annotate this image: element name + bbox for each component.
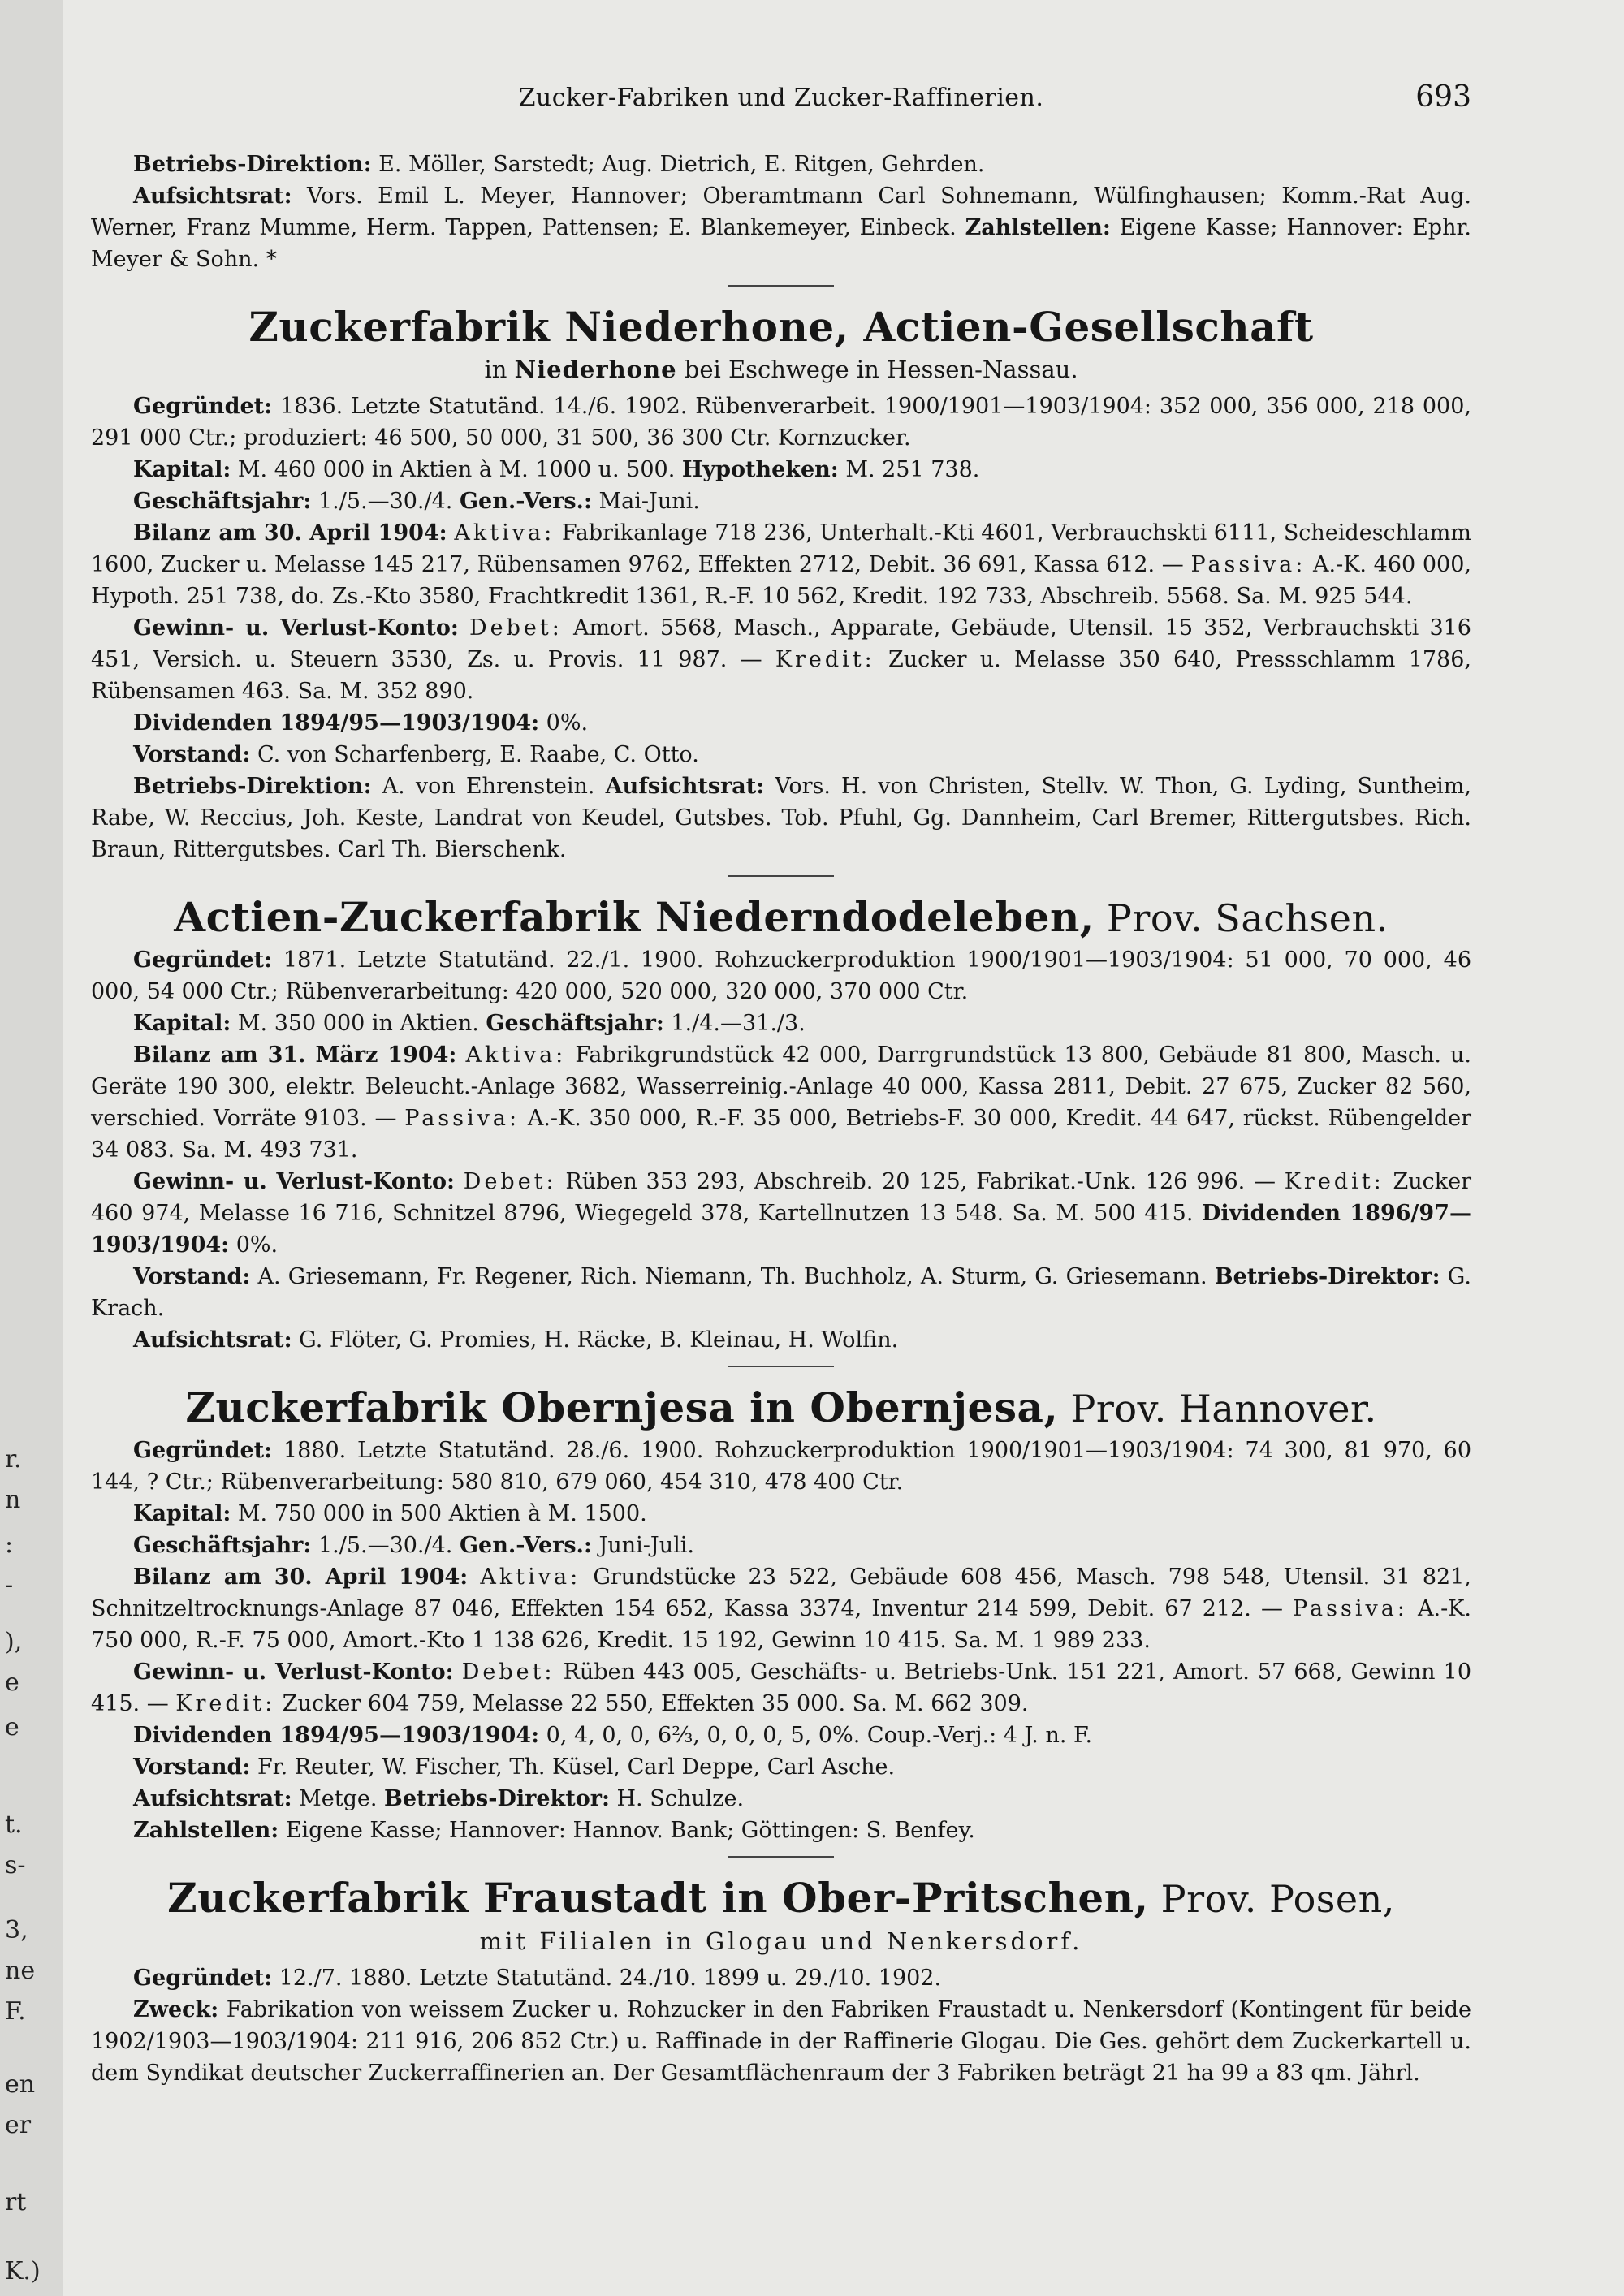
field-text: Metge. xyxy=(292,1786,385,1811)
field-text: Mai-Juni. xyxy=(591,489,700,514)
company-entry-obernjesa xyxy=(91,1382,1471,1846)
spaced-label: Passiva: xyxy=(1293,1596,1408,1621)
entry-paragraph xyxy=(91,1783,1471,1815)
margin-fragment: 3, xyxy=(5,1916,28,1944)
margin-fragment: n xyxy=(5,1486,21,1514)
field-text: Fr. Reuter, W. Fischer, Th. Küsel, Carl Deppe, Carl Asche. xyxy=(250,1754,896,1780)
field-label: Zahlstellen: xyxy=(133,1818,279,1843)
spaced-label: Debet: xyxy=(469,615,563,641)
field-text: A. von Ehrenstein. xyxy=(371,774,606,799)
entry-paragraph xyxy=(91,1720,1471,1751)
field-label: Betriebs-Direktor: xyxy=(384,1786,610,1811)
margin-fragment: - xyxy=(5,1571,14,1599)
margin-fragment: s- xyxy=(5,1851,26,1880)
company-title: Zuckerfabrik Niederhone, Actien-Gesellschaft xyxy=(248,303,1314,351)
margin-fragment: rt xyxy=(5,2188,27,2216)
entry-paragraph xyxy=(91,1561,1471,1656)
field-text: A.-K. 460 000, Hypoth. 251 738, do. Zs.-Kto 3580, Frachtkredit 1361, R.-F. 10 562, Kredit. 192 733, Abschreib. 5568. Sa. M. 925 544. xyxy=(91,552,1471,609)
field-text: Fabrikgrundstück 42 000, Darrgrundstück 13 800, Gebäude 81 800, Masch. u. Geräte 190 300, elektr. Beleucht.-Anlage 3682, Wasserreinig.-Anlage 40 000, Kassa 2811, Debit. 27 675, Zucker 82 560, verschied. Vorräte 9103. — xyxy=(91,1042,1471,1131)
margin-fragment: e xyxy=(5,1668,19,1697)
adjacent-page-strip xyxy=(0,0,67,2296)
field-text: A. Griesemann, Fr. Regener, Rich. Niemann, Th. Buchholz, A. Sturm, G. Griesemann. xyxy=(250,1264,1215,1289)
company-title: Zuckerfabrik Obernjesa in Obernjesa, Prov. Hannover. xyxy=(185,1383,1377,1431)
margin-fragment: r. xyxy=(5,1445,22,1474)
entry-paragraph xyxy=(91,1498,1471,1530)
field-label: Kapital: xyxy=(133,1011,231,1036)
field-text: 1880. Letzte Statutänd. 28./6. 1900. Rohzuckerproduktion 1900/1901—1903/1904: 74 300, 81 970, 60 144, ? Ctr.; Rübenverarbeitung: 580 810, 679 060, 454 310, 478 400 Ctr. xyxy=(91,1438,1471,1495)
field-label: Gen.-Vers.: xyxy=(459,1533,592,1558)
entry-paragraph xyxy=(91,1008,1471,1039)
company-region: Prov. Hannover. xyxy=(1058,1387,1377,1431)
field-label: Gegründet: xyxy=(133,1438,273,1463)
field-text: H. Schulze. xyxy=(609,1786,745,1811)
margin-fragment: t. xyxy=(5,1810,23,1839)
margin-fragment: ), xyxy=(5,1628,23,1656)
field-text: Zucker 460 974, Melasse 16 716, Schnitzel 8796, Wiegegeld 378, Kartellnutzen 13 548. Sa. M. 500 415. xyxy=(91,1169,1471,1226)
field-text xyxy=(456,1042,465,1068)
entry-paragraph xyxy=(91,149,1471,180)
field-label: Gegründet: xyxy=(133,947,273,973)
field-text: Juni-Juli. xyxy=(591,1533,694,1558)
field-label: Dividenden 1894/95—1903/1904: xyxy=(133,1723,540,1748)
field-label: Vorstand: xyxy=(133,1754,251,1780)
company-title: Zuckerfabrik Fraustadt in Ober-Pritschen, Prov. Posen, xyxy=(167,1874,1395,1922)
field-text: M. 350 000 in Aktien. xyxy=(231,1011,486,1036)
field-text: M. 750 000 in 500 Aktien à M. 1500. xyxy=(231,1501,647,1526)
field-label: Gegründet: xyxy=(133,1966,273,1991)
field-text: A.-K. 750 000, R.-F. 75 000, Amort.-Kto 1 138 626, Kredit. 15 192, Gewinn 10 415. Sa. M. 1 989 233. xyxy=(91,1596,1471,1653)
field-label: Aufsichtsrat: xyxy=(133,183,292,209)
entry-paragraph xyxy=(91,1815,1471,1846)
field-label: Geschäftsjahr: xyxy=(133,1533,312,1558)
spaced-label: Aktiva: xyxy=(480,1564,581,1590)
entry-paragraph xyxy=(91,1751,1471,1783)
field-label: Vorstand: xyxy=(133,1264,251,1289)
field-text: 0, 4, 0, 0, 6⅔, 0, 0, 0, 5, 0%. Coup.-Verj.: 4 J. n. F. xyxy=(539,1723,1093,1748)
field-label: Gewinn- u. Verlust-Konto: xyxy=(133,1169,456,1194)
margin-fragment: e xyxy=(5,1713,19,1741)
company-subtitle: mit Filialen in Glogau und Nenkersdorf. xyxy=(479,1927,1083,1955)
company-entry-prev xyxy=(91,149,1471,275)
field-label: Bilanz am 30. April 1904: xyxy=(133,520,447,546)
field-text: Vors. H. von Christen, Stellv. W. Thon, G. Lyding, Suntheim, Rabe, W. Reccius, Joh. Keste, Landrat von Keudel, Gutsbes. Tob. Pfuhl, Gg. Dannheim, Carl Bremer, Rittergutsbes. Rich. Braun, Rittergutsbes. Carl Th. Bierschenk. xyxy=(91,774,1471,862)
field-label: Kapital: xyxy=(133,1501,231,1526)
entry-paragraph xyxy=(91,486,1471,517)
field-text xyxy=(468,1564,480,1590)
company-entry-niederhone xyxy=(91,301,1471,865)
entry-paragraph xyxy=(91,1261,1471,1324)
field-text: 0%. xyxy=(539,710,589,736)
field-text: 1836. Letzte Statutänd. 14./6. 1902. Rübenverarbeit. 1900/1901—1903/1904: 352 000, 356 000, 218 000, 291 000 Ctr.; produziert: 46 500, 50 000, 31 500, 36 300 Ctr. Kornzucker. xyxy=(91,394,1471,451)
field-label: Gen.-Vers.: xyxy=(459,489,592,514)
spaced-label: Aktiva: xyxy=(454,520,555,546)
field-text: C. von Scharfenberg, E. Raabe, C. Otto. xyxy=(250,742,699,767)
spaced-label: Kredit: xyxy=(775,647,875,672)
field-text: 12./7. 1880. Letzte Statutänd. 24./10. 1899 u. 29./10. 1902. xyxy=(272,1966,942,1991)
field-text: Eigene Kasse; Hannover: Hannov. Bank; Göttingen: S. Benfey. xyxy=(279,1818,975,1843)
entry-paragraph xyxy=(91,1324,1471,1356)
field-text: Grundstücke 23 522, Gebäude 608 456, Masch. 798 548, Utensil. 31 821, Schnitzeltrocknungs-Anlage 87 046, Effekten 154 652, Kassa 3374, Inventur 214 599, Debit. 67 212. — xyxy=(91,1564,1471,1621)
entry-paragraph xyxy=(91,391,1471,454)
spaced-label: Debet: xyxy=(463,1169,557,1194)
field-text: 1871. Letzte Statutänd. 22./1. 1900. Rohzuckerproduktion 1900/1901—1903/1904: 51 000, 70 000, 46 000, 54 000 Ctr.; Rübenverarbeitung: 420 000, 520 000, 320 000, 370 000 Ctr. xyxy=(91,947,1471,1004)
entry-paragraph xyxy=(91,1994,1471,2089)
running-title: Zucker-Fabriken und Zucker-Raffinerien. xyxy=(518,84,1044,112)
field-text: Eigene Kasse; Hannover: Ephr. Meyer & Sohn. * xyxy=(91,215,1471,272)
company-region: Prov. Posen, xyxy=(1148,1877,1395,1921)
field-label: Gegründet: xyxy=(133,394,273,419)
field-label: Bilanz am 31. März 1904: xyxy=(133,1042,457,1068)
field-label: Betriebs-Direktor: xyxy=(1214,1264,1440,1289)
entry-paragraph xyxy=(91,1530,1471,1561)
field-label: Bilanz am 30. April 1904: xyxy=(133,1564,469,1590)
field-label: Kapital: xyxy=(133,457,231,482)
field-text: Rüben 353 293, Abschreib. 20 125, Fabrikat.-Unk. 126 996. — xyxy=(556,1169,1285,1194)
margin-fragment: en xyxy=(5,2070,36,2099)
margin-fragment: er xyxy=(5,2111,32,2139)
spaced-label: Kredit: xyxy=(175,1691,276,1716)
field-label: Geschäftsjahr: xyxy=(133,489,312,514)
company-region: Prov. Sachsen. xyxy=(1094,896,1389,940)
margin-fragment: : xyxy=(5,1530,14,1559)
field-label: Aufsichtsrat: xyxy=(133,1786,292,1811)
field-label: Zweck: xyxy=(133,1997,219,2022)
field-text: Zucker u. Melasse 350 640, Pressschlamm 1786, Rübensamen 463. Sa. M. 352 890. xyxy=(91,647,1471,704)
entry-paragraph xyxy=(91,1435,1471,1498)
entry-paragraph xyxy=(91,612,1471,707)
field-text: 1./5.—30./4. xyxy=(311,1533,460,1558)
spaced-label: Debet: xyxy=(461,1659,555,1685)
company-entry-niederndodeleben xyxy=(91,891,1471,1356)
company-subtitle: in Niederhone bei Eschwege in Hessen-Nassau. xyxy=(484,356,1078,383)
field-label: Betriebs-Direktion: xyxy=(133,774,372,799)
field-label: Geschäftsjahr: xyxy=(486,1011,664,1036)
field-text: Rüben 443 005, Geschäfts- u. Betriebs-Unk. 151 221, Amort. 57 668, Gewinn 10 415. — xyxy=(91,1659,1471,1716)
field-label: Gewinn- u. Verlust-Konto: xyxy=(133,1659,454,1685)
field-text: 1./5.—30./4. xyxy=(311,489,460,514)
entry-paragraph xyxy=(91,739,1471,770)
field-text: Fabrikation von weissem Zucker u. Rohzucker in den Fabriken Fraustadt u. Nenkersdorf (Kontingent für beide 1902/1903—1903/1904: 211 916, 206 852 Ctr.) u. Raffinade in der Raffinerie Glogau. Die Ges. gehört dem Zuckerkartell u. dem Syndikat deutscher Zuckerraffinerien an. Der Gesamtflächenraum der 3 Fabriken beträgt 21 ha 99 a 83 qm. Jährl. xyxy=(91,1997,1471,2086)
margin-fragment: F. xyxy=(5,1997,26,2026)
field-label: Aufsichtsrat: xyxy=(133,1327,292,1353)
field-text: Amort. 5568, Masch., Apparate, Gebäude, Utensil. 15 352, Verbrauchskti 316 451, Versich. u. Steuern 3530, Zs. u. Provis. 11 987. — xyxy=(91,615,1471,672)
field-label: Vorstand: xyxy=(133,742,251,767)
entry-paragraph xyxy=(91,1962,1471,1994)
spaced-label: Passiva: xyxy=(404,1106,520,1131)
entry-paragraph xyxy=(91,180,1471,275)
entry-paragraph xyxy=(91,517,1471,612)
spaced-label: Passiva: xyxy=(1190,552,1307,577)
field-label: Hypotheken: xyxy=(681,457,839,482)
field-text: Fabrikanlage 718 236, Unterhalt.-Kti 4601, Verbrauchskti 6111, Scheideschlamm 1600, Zucker u. Melasse 145 217, Rübensamen 9762, Effekten 2712, Debit. 36 691, Kassa 612. — xyxy=(91,520,1472,577)
company-title: Actien-Zuckerfabrik Niederndodeleben, Prov. Sachsen. xyxy=(174,893,1389,941)
field-label: Gewinn- u. Verlust-Konto: xyxy=(133,615,459,641)
section-divider xyxy=(728,1366,834,1367)
section-divider xyxy=(728,285,834,287)
spaced-label: Kredit: xyxy=(1284,1169,1384,1194)
running-header xyxy=(91,77,1471,126)
page-content xyxy=(91,77,1471,2092)
field-label: Aufsichtsrat: xyxy=(605,774,765,799)
margin-fragment: K.) xyxy=(5,2257,41,2285)
field-text: Vors. Emil L. Meyer, Hannover; Oberamtmann Carl Sohnemann, Wülfinghausen; Komm.-Rat Aug. Werner, Franz Mumme, Herm. Tappen, Pattensen; E. Blankemeyer, Einbeck. xyxy=(91,183,1471,240)
company-entry-fraustadt xyxy=(91,1872,1471,2089)
field-text: A.-K. 350 000, R.-F. 35 000, Betriebs-F. 30 000, Kredit. 44 647, rückst. Rübengelder 34 083. Sa. M. 493 731. xyxy=(91,1106,1471,1163)
field-text: Zucker 604 759, Melasse 22 550, Effekten 35 000. Sa. M. 662 309. xyxy=(275,1691,1029,1716)
entry-paragraph xyxy=(91,944,1471,1008)
field-label: Betriebs-Direktion: xyxy=(133,152,372,177)
entry-paragraph xyxy=(91,707,1471,739)
field-text xyxy=(459,615,469,641)
page-number: 693 xyxy=(1415,80,1471,114)
field-label: Dividenden 1896/97—1903/1904: xyxy=(91,1201,1471,1258)
section-divider xyxy=(728,875,834,877)
field-text: 1./4.—31./3. xyxy=(663,1011,806,1036)
section-divider xyxy=(728,1856,834,1858)
field-text: G. Flöter, G. Promies, H. Räcke, B. Kleinau, H. Wolfin. xyxy=(292,1327,899,1353)
spaced-label: Aktiva: xyxy=(465,1042,567,1068)
margin-fragment: ne xyxy=(5,1957,36,1985)
field-label: Zahlstellen: xyxy=(965,215,1111,240)
field-text: M. 251 738. xyxy=(838,457,980,482)
field-text xyxy=(454,1659,462,1685)
field-label: Dividenden 1894/95—1903/1904: xyxy=(133,710,540,736)
field-text: G. Krach. xyxy=(91,1264,1471,1321)
field-text: 0%. xyxy=(229,1232,279,1258)
field-text: M. 460 000 in Aktien à M. 1000 u. 500. xyxy=(231,457,682,482)
entry-paragraph xyxy=(91,1656,1471,1720)
sections-container xyxy=(91,149,1471,2089)
entry-paragraph xyxy=(91,770,1471,865)
field-text xyxy=(455,1169,464,1194)
entry-paragraph xyxy=(91,1039,1471,1166)
field-text: E. Möller, Sarstedt; Aug. Dietrich, E. Ritgen, Gehrden. xyxy=(371,152,985,177)
entry-paragraph xyxy=(91,454,1471,486)
entry-paragraph xyxy=(91,1166,1471,1261)
